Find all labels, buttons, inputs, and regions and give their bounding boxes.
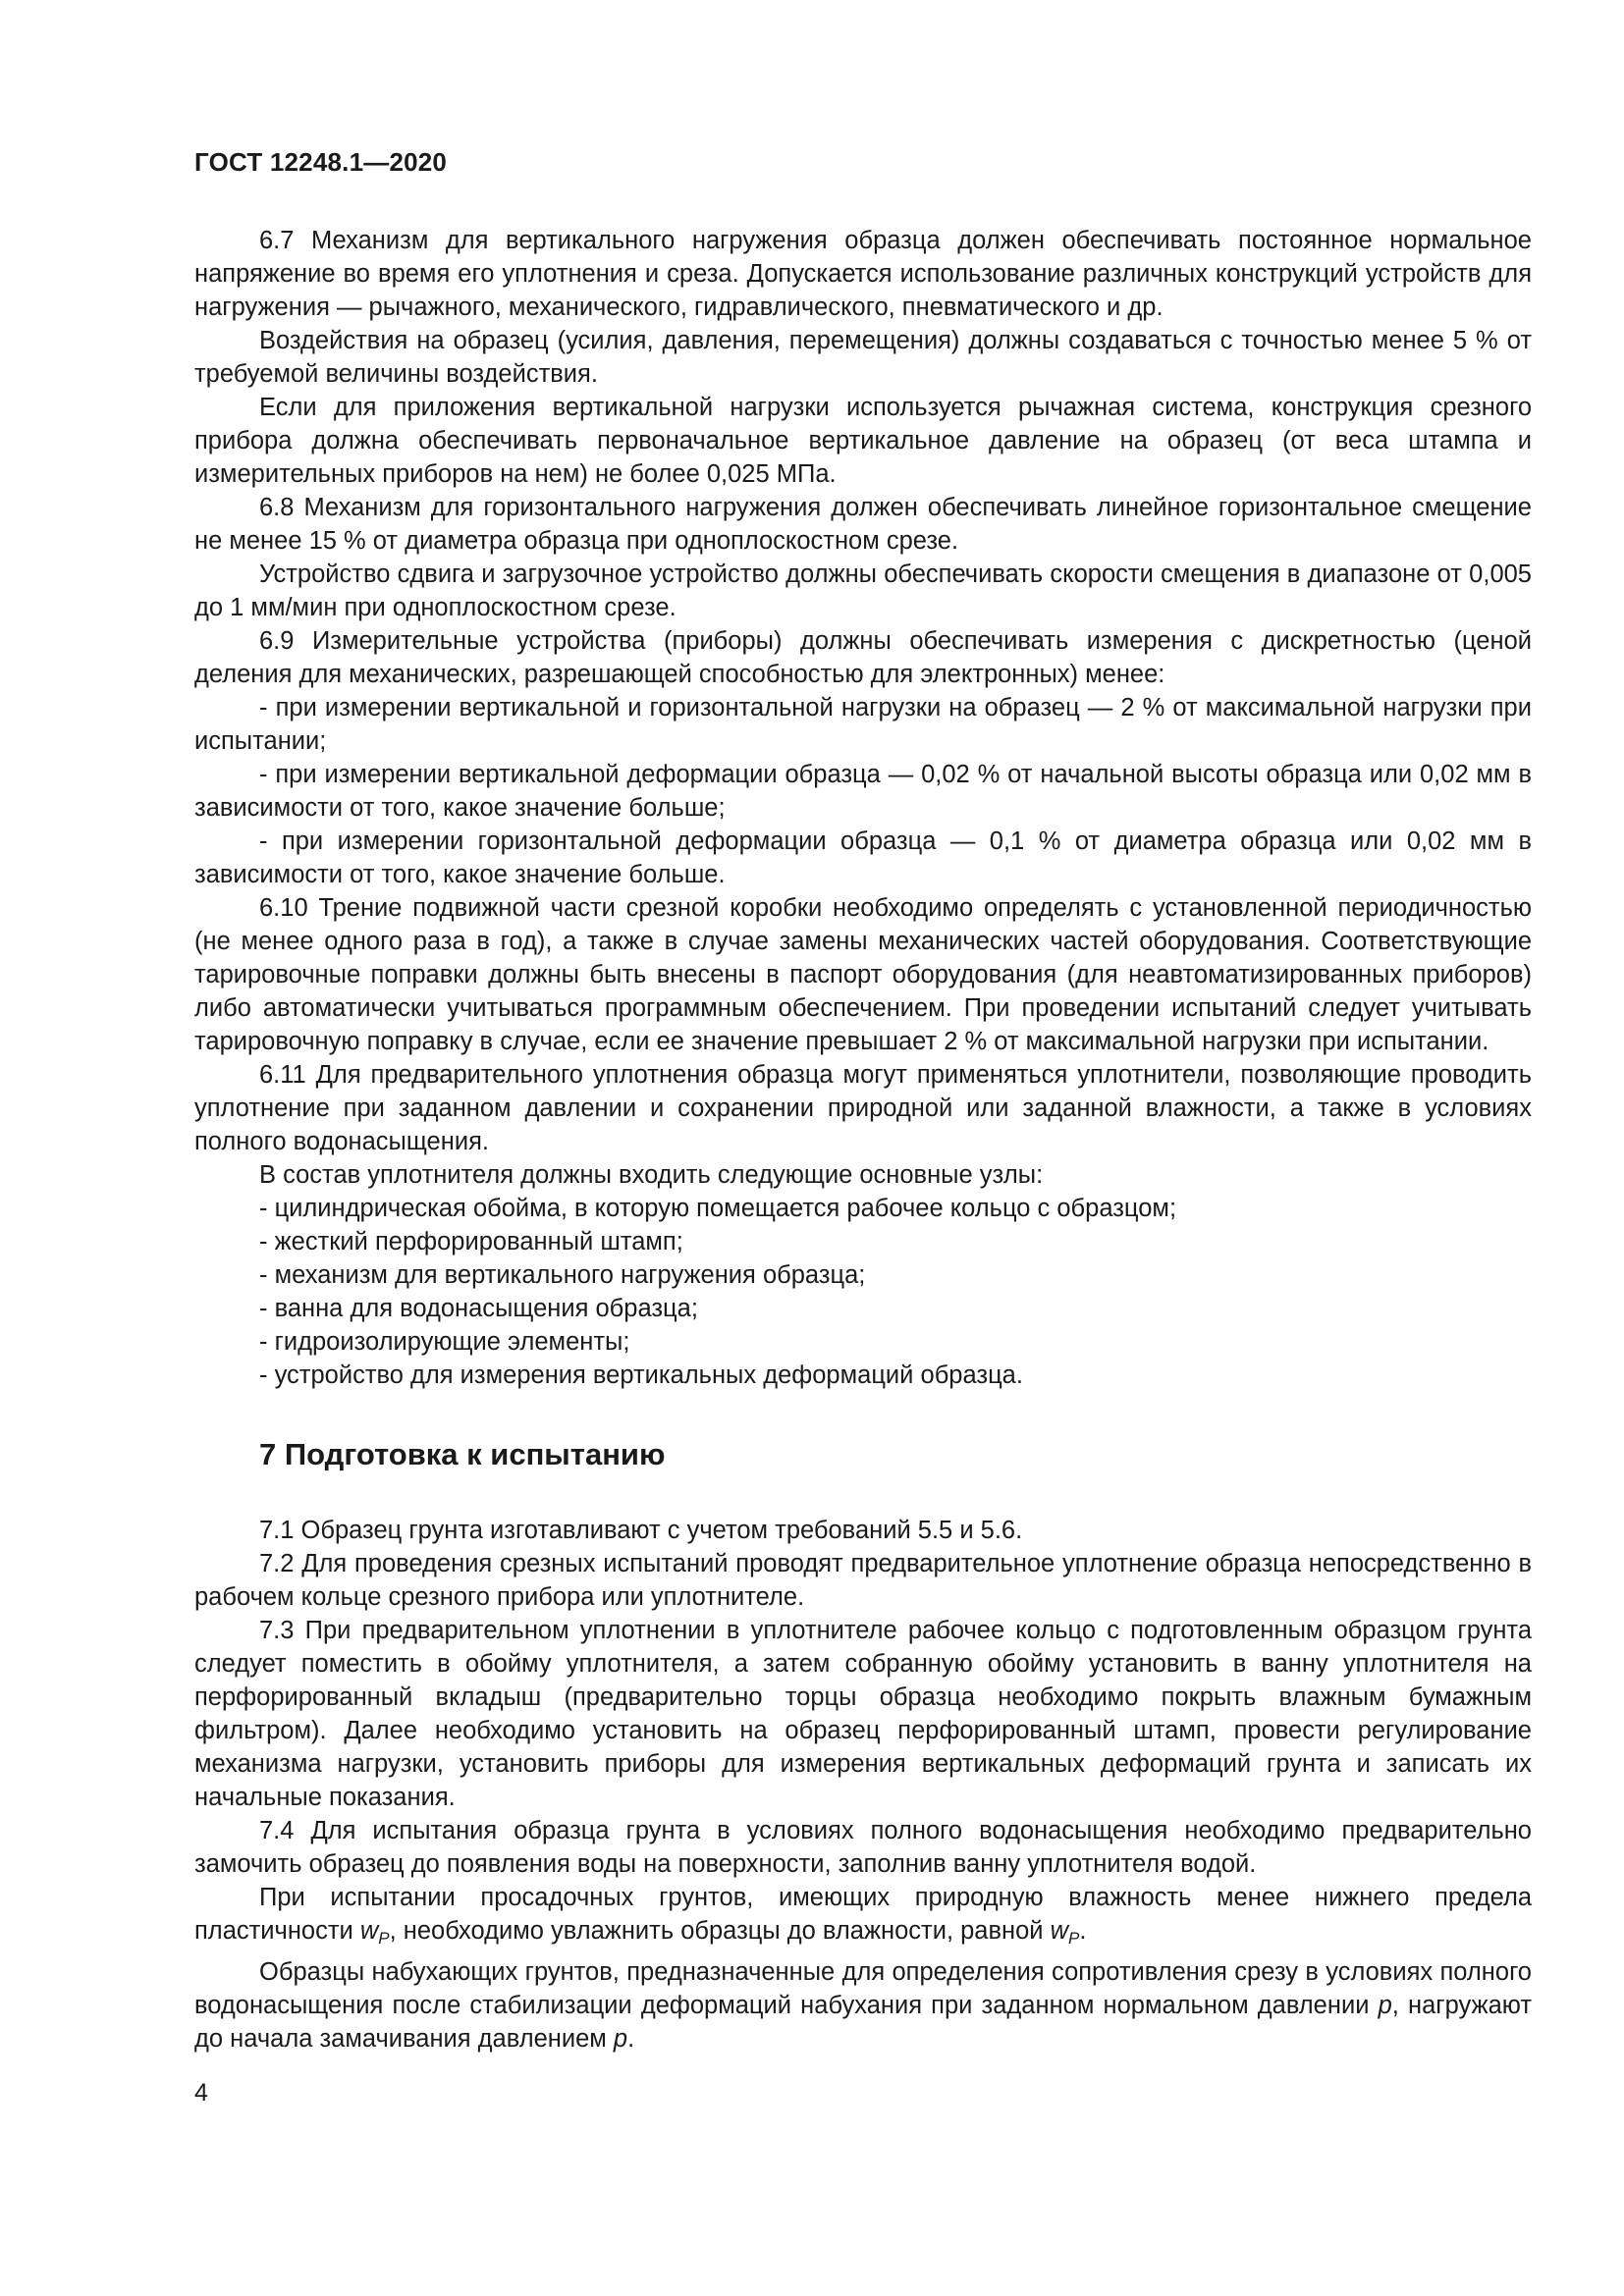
- text-run: При испытании просадочных грунтов, имеющих природную влажность менее нижнего предела пластичности: [194, 1884, 1532, 1945]
- paragraph-6-7-intro: 6.7 Механизм для вертикального нагружения образца должен обеспечивать постоянное нормальное напряжение во время его уплотнения и среза. Допускается использование различных конструкций устройств для нагружения — рычажного, механического, гидравлического, пневматического и др.: [194, 227, 1532, 321]
- list-item: - механизм для вертикального нагружения образца;: [259, 1261, 866, 1289]
- pressure-symbol: p: [613, 2025, 628, 2053]
- list-item: - устройство для измерения вертикальных деформаций образца.: [259, 1362, 1023, 1389]
- text-run: Образцы набухающих грунтов, предназначенные для определения сопротивления срезу в условиях полного водонасыщения после стабилизации деформаций набухания при заданном нормальном давлении: [194, 1958, 1532, 2019]
- document-code-header: ГОСТ 12248.1—2020: [194, 147, 448, 177]
- plasticity-subscript: P: [378, 1929, 390, 1948]
- list-item: - ванна для водонасыщения образца;: [259, 1295, 698, 1322]
- pressure-symbol: p: [1378, 1992, 1392, 2019]
- section-7-heading: 7 Подготовка к испытанию: [259, 1437, 666, 1471]
- paragraph-7-1: 7.1 Образец грунта изготавливают с учетом требований 5.5 и 5.6.: [259, 1517, 1023, 1544]
- plasticity-subscript: P: [1068, 1929, 1080, 1948]
- paragraph-7-4: 7.4 Для испытания образца грунта в условиях полного водонасыщения необходимо предварительно замочить образец до появления воды на поверхности, заполнив ванну уплотнителя водой.: [194, 1817, 1532, 1878]
- text-run: , необходимо увлажнить образцы до влажности, равной: [389, 1917, 1051, 1945]
- paragraph-6-10-friction: 6.10 Трение подвижной части срезной коробки необходимо определять с установленной периодичностью (не менее одного раза в год), а также в случае замены механических частей оборудования. Соответствующие тарировочные поправки должны быть внесены в паспорт оборудования (для неавтоматизированных приборов) либо автоматически учитываться программным обеспечением. При проведении испытаний следует учитывать тарировочную поправку в случае, если ее значение превышает 2 % от максимальной нагрузки при испытании.: [194, 894, 1532, 1055]
- paragraph-6-11-units-intro: В состав уплотнителя должны входить следующие основные узлы:: [259, 1161, 1044, 1189]
- list-item: - цилиндрическая обойма, в которую помещается рабочее кольцо с образцом;: [259, 1195, 1177, 1222]
- text-run: , нагружают до начала замачивания давлением: [194, 1992, 1532, 2053]
- paragraph-6-8-shear-speed: Устройство сдвига и загрузочное устройство должны обеспечивать скорости смещения в диапазоне от 0,005 до 1 мм/мин при одноплоскостном срезе.: [194, 561, 1532, 621]
- paragraph-6-9-horizontal-item: - при измерении горизонтальной деформации образца — 0,1 % от диаметра образца или 0,02 мм в зависимости от того, какое значение больше.: [194, 828, 1532, 888]
- paragraph-6-11-compactors: 6.11 Для предварительного уплотнения образца могут применяться уплотнители, позволяющие проводить уплотнение при заданном давлении и сохранении природной или заданной влажности, а также в условиях полного водонасыщения.: [194, 1061, 1532, 1155]
- paragraph-7-4-collapsible-soils: [194, 1881, 1532, 1955]
- text-run: .: [1079, 1917, 1087, 1945]
- paragraph-6-8-horizontal: 6.8 Механизм для горизонтального нагружения должен обеспечивать линейное горизонтальное смещение не менее 15 % от диаметра образца при одноплоскостном срезе.: [194, 494, 1532, 555]
- paragraph-6-9-load-item: - при измерении вертикальной и горизонтальной нагрузки на образец — 2 % от максимальной нагрузки при испытании;: [194, 694, 1532, 755]
- list-item: - жесткий перфорированный штамп;: [259, 1228, 683, 1255]
- paragraph-6-7-lever-system: Если для приложения вертикальной нагрузки используется рычажная система, конструкция срезного прибора должна обеспечивать первоначальное вертикальное давление на образец (от веса штампа и измерительных приборов на нем) не более 0,025 МПа.: [194, 394, 1532, 488]
- paragraph-6-7-accuracy: Воздействия на образец (усилия, давления, перемещения) должны создаваться с точностью менее 5 % от требуемой величины воздействия.: [194, 327, 1532, 388]
- paragraph-6-9-measuring: 6.9 Измерительные устройства (приборы) должны обеспечивать измерения с дискретностью (ценой деления для механических, разрешающей способностью для электронных) менее:: [194, 627, 1532, 688]
- plasticity-symbol: w: [1050, 1917, 1069, 1945]
- paragraph-7-3: 7.3 При предварительном уплотнении в уплотнителе рабочее кольцо с подготовленным образцом грунта следует поместить в обойму уплотнителя, а затем собранную обойму установить в ванну уплотнителя на перфорированный вкладыш (предварительно торцы образца необходимо покрыть влажным бумажным фильтром). Далее необходимо установить на образец перфорированный штамп, провести регулирование механизма нагрузки, установить приборы для измерения вертикальных деформаций грунта и записать их начальные показания.: [194, 1617, 1532, 1811]
- list-item: - гидроизолирующие элементы;: [259, 1328, 630, 1356]
- page-number: 4: [194, 2079, 208, 2107]
- plasticity-symbol: w: [359, 1917, 379, 1945]
- compactor-units-list: [194, 1192, 1532, 1392]
- paragraph-7-2: 7.2 Для проведения срезных испытаний проводят предварительное уплотнение образца непосредственно в рабочем кольце срезного прибора или уплотнителе.: [194, 1550, 1532, 1611]
- paragraph-6-9-vertical-item: - при измерении вертикальной деформации образца — 0,02 % от начальной высоты образца или 0,02 мм в зависимости от того, какое значение больше;: [194, 761, 1532, 822]
- section-7-body: [194, 1514, 1532, 2056]
- paragraph-7-4-swelling-soils: [194, 1955, 1532, 2056]
- text-run: .: [627, 2025, 635, 2053]
- page-content: [194, 224, 1532, 2056]
